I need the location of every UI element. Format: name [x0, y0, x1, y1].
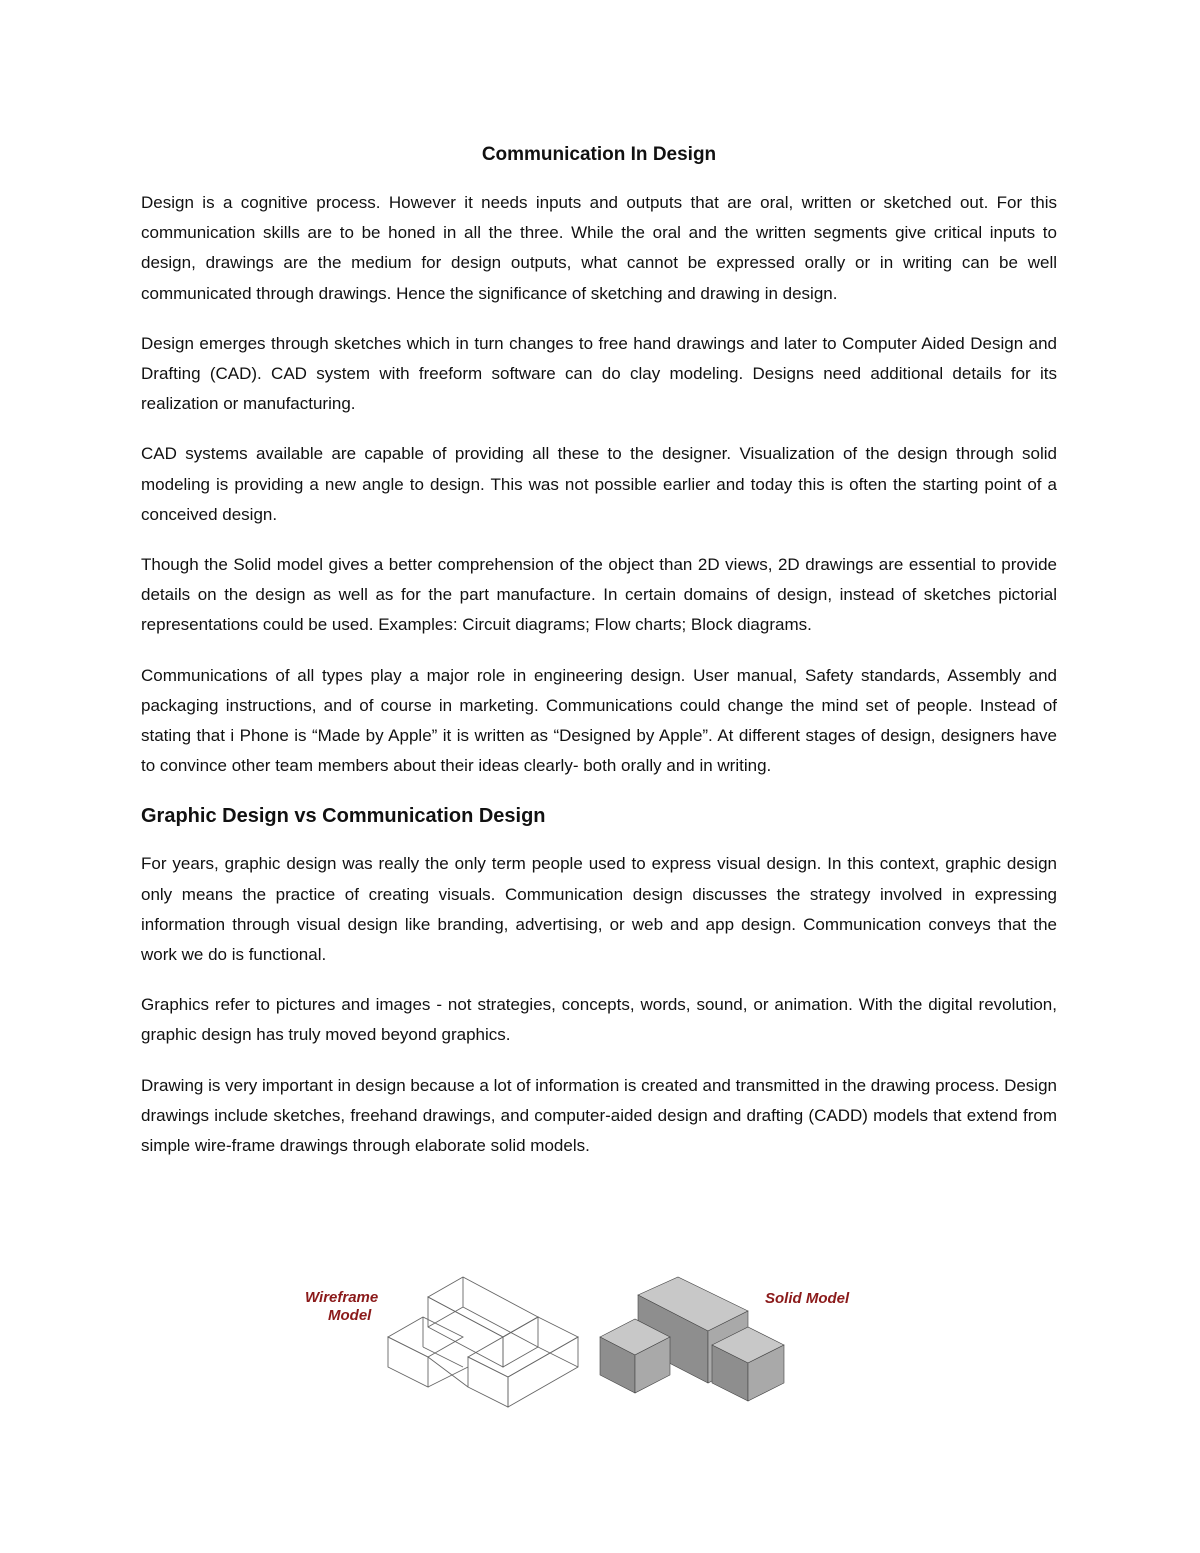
wireframe-vs-solid-figure — [300, 1275, 900, 1410]
paragraph: Design is a cognitive process. However it needs inputs and outputs that are oral, written or sketched out. For this communication skills are to be honed in all the three. While the oral and the written segments give critical inputs to design, drawings are the medium for design outputs, what cannot be expressed orally or in writing can be well communicated through drawings. Hence the significance of sketching and drawing in design. — [141, 193, 1057, 303]
document-title: Communication In Design — [481, 144, 717, 165]
figure-illustration — [300, 1275, 900, 1410]
paragraph: Graphics refer to pictures and images - not strategies, concepts, words, sound, or animation. With the digital revolution, graphic design has truly moved beyond graphics. — [141, 995, 1057, 1045]
paragraph: Design emerges through sketches which in turn changes to free hand drawings and later to Computer Aided Design and Drafting (CAD). CAD system with freeform software can do clay modeling. Designs need additional details for its realization or manufacturing. — [141, 333, 1057, 414]
paragraph: Drawing is very important in design because a lot of information is created and transmitted in the drawing process. Design drawings include sketches, freehand drawings, and computer-aided design and drafting (CADD) models that extend from simple wire-frame drawings through elaborate solid models. — [141, 1075, 1057, 1156]
wireframe-label-line2: Model — [328, 1307, 372, 1324]
section-heading: Graphic Design vs Communication Design — [141, 805, 546, 828]
wireframe-model — [388, 1277, 578, 1407]
paragraph: CAD systems available are capable of providing all these to the designer. Visualization of the design through solid modeling is providing a new angle to design. This was not possible earlier and today this is often the starting point of a conceived design. — [141, 444, 1057, 524]
wireframe-label-line1: Wireframe — [305, 1289, 379, 1306]
paragraph: Though the Solid model gives a better comprehension of the object than 2D views, 2D drawings are essential to provide details on the design as well as for the part manufacture. In certain domains of design, instead of sketches pictorial representations could be used. Examples: Circuit diagrams; Flow charts; Block diagrams. — [141, 555, 1057, 635]
solid-model-label: Solid Model — [765, 1290, 850, 1307]
paragraph: Communications of all types play a major role in engineering design. User manual, Safety standards, Assembly and packaging instructions, and of course in marketing. Communications could change the mind set of people. Instead of stating that i Phone is “Made by Apple” it is written as “Designed by Apple”. At different stages of design, designers have to convince other team members about their ideas clearly- both orally and in writing. — [141, 665, 1057, 776]
document-page — [141, 140, 1057, 1181]
paragraph: For years, graphic design was really the only term people used to express visual design. In this context, graphic design only means the practice of creating visuals. Communication design discusses the strategy involved in expressing information through visual design like branding, advertising, or web and app design. Communication conveys that the work we do is functional. — [141, 854, 1057, 965]
solid-model — [600, 1277, 784, 1401]
